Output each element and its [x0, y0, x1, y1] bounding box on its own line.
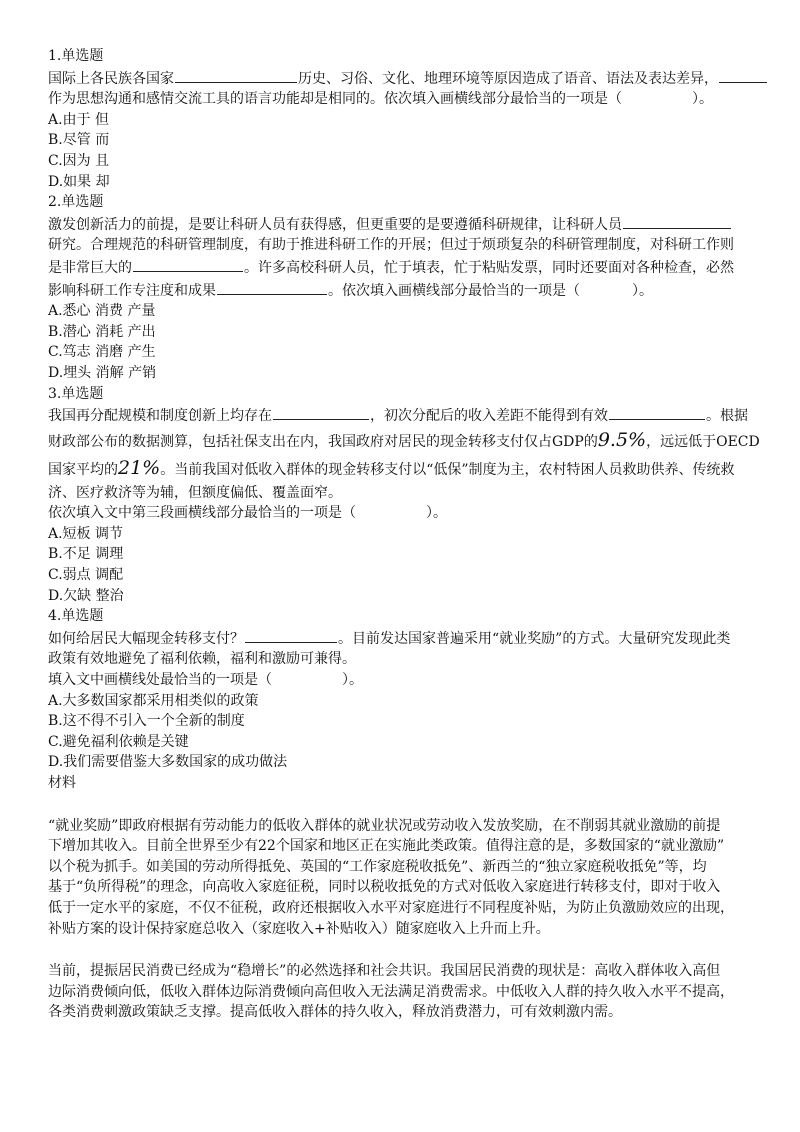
q1-blank-1 [175, 67, 297, 83]
q1-heading: 1.单选题 [48, 48, 104, 64]
q2-heading: 2.单选题 [48, 194, 104, 211]
document-page [48, 46, 760, 1023]
q4-line-1: 如何给居民大幅现金转移支付？ 。目前发达国家普遍采用“就业奖励”的方式。大量研究发现此类 [48, 627, 752, 650]
q2-line-2: 研究。合理规范的科研管理制度，有助于推进科研工作的开展；但过于烦琐复杂的科研管理制度，对科研工作则 [48, 237, 734, 254]
q4-line-3: 填入文中画横线处最恰当的一项是（ ）。 [48, 672, 363, 689]
pct-21: 21% [118, 456, 161, 479]
q3-heading: 3.单选题 [48, 385, 104, 402]
material-heading: 材料 [48, 775, 76, 791]
q2-option-b[interactable]: B.潜心 消耗 产出 [48, 323, 156, 340]
q2-blank-3 [217, 279, 327, 295]
q2-line-1: 激发创新活力的前提，是要让科研人员有获得感，但更重要的是要遵循科研规律，让科研人员 [48, 213, 752, 236]
q1-blank-2 [719, 67, 767, 83]
q2-blank-2 [133, 256, 243, 272]
q2-blank-1 [623, 213, 731, 229]
q3-line-4: 济、医疗救济等为辅，但额度偏低、覆盖面窄。 [48, 484, 342, 501]
q3-option-d[interactable]: D.欠缺 整治 [48, 587, 124, 604]
q1-option-c[interactable]: C.因为 且 [48, 152, 110, 169]
q4-blank-1 [245, 627, 337, 643]
q1-option-a[interactable]: A.由于 但 [48, 111, 110, 128]
q3-blank-1 [273, 404, 369, 420]
q2-option-d[interactable]: D.埋头 消解 产销 [48, 364, 157, 381]
q2-line-4: 影响科研工作专注度和成果 。依次填入画横线部分最恰当的一项是（ ）。 [48, 279, 752, 302]
q4-option-b[interactable]: B.这不得不引入一个全新的制度 [48, 713, 245, 730]
q3-line-1: 我国再分配规模和制度创新上均存在 ，初次分配后的收入差距不能得到有效 。根据 [48, 404, 752, 427]
q3-blank-2 [609, 404, 705, 420]
material-paragraph-1: “就业奖励”即政府根据有劳动能力的低收入群体的就业状况或劳动收入发放奖励，在不削弱其就业激励的前提 下增加其收入。目前全世界至少有22个国家和地区正在实施此类政策。值得注意的是，多数国家的“就业激励” 以个税为抓手。如美国的劳动所得抵免、英国的“工作家庭税收抵免”、新西兰的“独立家庭税收抵免”等，均 基于“负所得税”的理念，向高收入家庭征税，同时以税收抵免的方式对低收入家庭进行转移支付，即对于收入 低于一定水平的家庭，不仅不征税，政府还根据收入水平对家庭进行不同程度补贴，为防止负激励效应的出现， 补贴方案的设计保持家庭总收入（家庭收入+补贴收入）随家庭收入上升而上升。 [48, 817, 734, 937]
q3-line-3: 国家平均的21%。当前我国对低收入群体的现金转移支付以“低保”制度为主，农村特困人员救助供养、传统救 [48, 456, 735, 479]
q4-option-a[interactable]: A.大多数国家都采用相类似的政策 [48, 692, 259, 709]
q3-line-5: 依次填入文中第三段画横线部分最恰当的一项是（ ）。 [48, 505, 447, 522]
q1-option-b[interactable]: B.尽管 而 [48, 132, 110, 149]
q4-option-d[interactable]: D.我们需要借鉴大多数国家的成功做法 [48, 754, 288, 771]
q3-option-b[interactable]: B.不足 调理 [48, 546, 124, 563]
q4-line-2: 政策有效地避免了福利依赖，福利和激励可兼得。 [48, 651, 356, 668]
q3-option-a[interactable]: A.短板 调节 [48, 525, 124, 542]
q4-heading: 4.单选题 [48, 608, 104, 625]
q1-option-d[interactable]: D.如果 却 [48, 173, 110, 190]
q4-option-c[interactable]: C.避免福利依赖是关键 [48, 733, 189, 750]
material-paragraph-2: 当前，提振居民消费已经成为“稳增长”的必然选择和社会共识。我国居民消费的现状是：高收入群体收入高但 边际消费倾向低，低收入群体边际消费倾向高但收入无法满足消费需求。中低收入人群的持久收入水平不提高， 各类消费刺激政策缺乏支撑。提高低收入群体的持久收入，释放消费潜力，可有效刺激内需。 [48, 963, 734, 1021]
q3-line-2: 财政部公布的数据测算，包括社保支出在内，我国政府对居民的现金转移支付仅占GDP的9.5%，远远低于OECD [48, 428, 760, 451]
q3-option-c[interactable]: C.弱点 调配 [48, 567, 124, 584]
q2-option-c[interactable]: C.笃志 消磨 产生 [48, 344, 156, 361]
q2-option-a[interactable]: A.悉心 消费 产量 [48, 303, 156, 320]
q1-line-1: 国际上各民族各国家 历史、习俗、文化、地理环境等原因造成了语音、语法及表达差异， [48, 67, 752, 90]
pct-9-5: 9.5% [597, 428, 647, 451]
q2-line-3: 是非常巨大的 。许多高校科研人员，忙于填表，忙于粘贴发票，同时还要面对各种检查，必然 [48, 256, 752, 279]
q1-line-2: 作为思想沟通和感情交流工具的语言功能却是相同的。依次填入画横线部分最恰当的一项是（ ）。 [48, 91, 713, 108]
